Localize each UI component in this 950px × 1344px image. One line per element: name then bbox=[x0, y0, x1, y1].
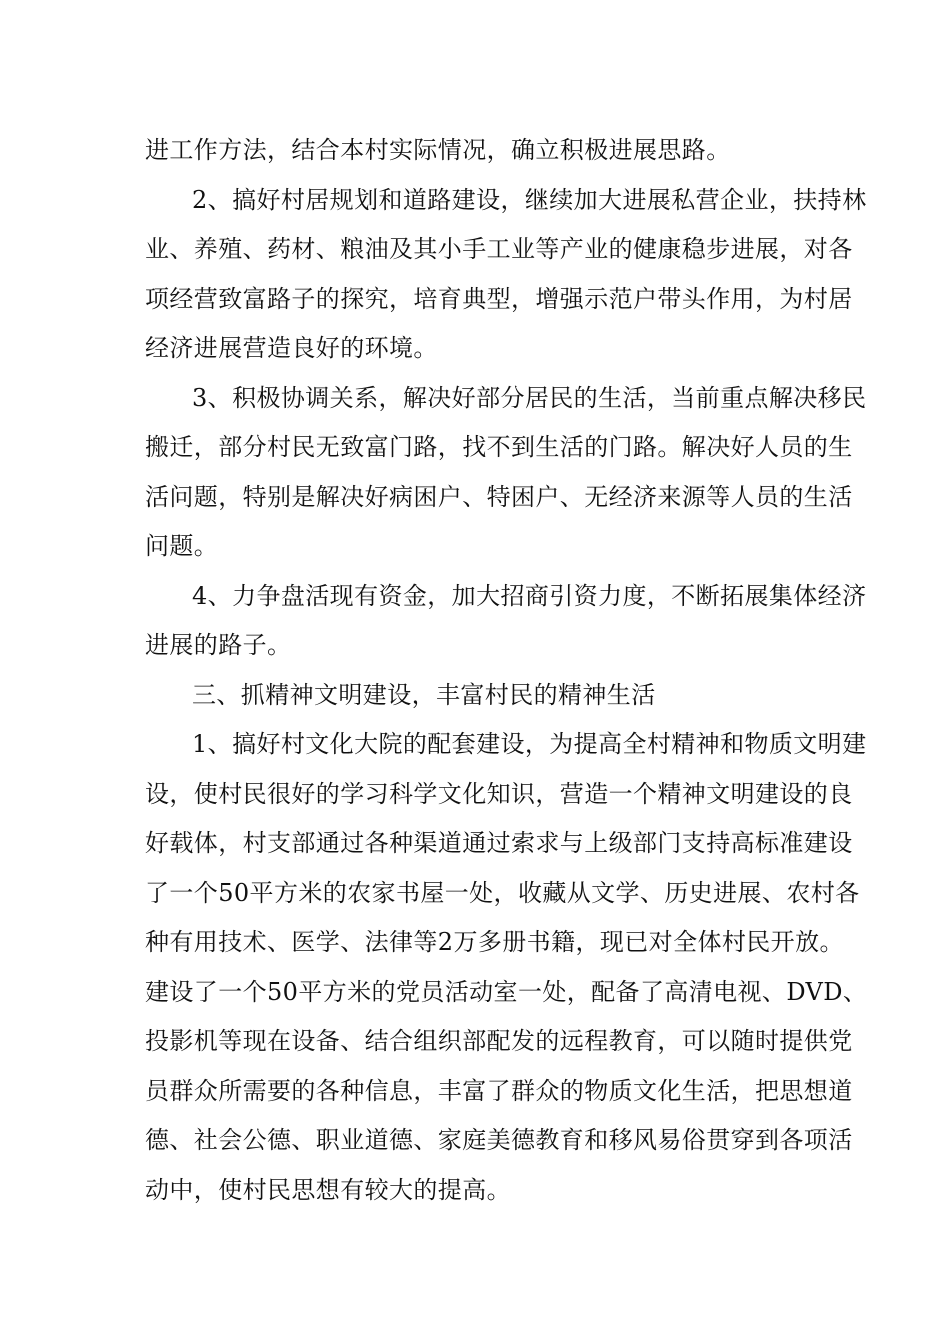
text-line: 2、搞好村居规划和道路建设，继续加大进展私营企业，扶持林 bbox=[192, 186, 867, 214]
text-line: 投影机等现在设备、结合组织部配发的远程教育，可以随时提供党 bbox=[145, 1027, 853, 1055]
text-line: 种有用技术、医学、法律等2万多册书籍，现已对全体村民开放。 bbox=[145, 928, 844, 956]
text-line: 3、积极协调关系，解决好部分居民的生活，当前重点解决移民 bbox=[192, 384, 867, 412]
text-line: 4、力争盘活现有资金，加大招商引资力度，不断拓展集体经济 bbox=[192, 582, 867, 610]
text-line: 德、社会公德、职业道德、家庭美德教育和移风易俗贯穿到各项活 bbox=[145, 1126, 853, 1154]
text-line: 员群众所需要的各种信息，丰富了群众的物质文化生活，把思想道 bbox=[145, 1077, 853, 1105]
text-line: 建设了一个50平方米的党员活动室一处，配备了高清电视、DVD、 bbox=[145, 978, 868, 1006]
text-line: 进展的路子。 bbox=[145, 631, 292, 659]
text-line: 业、养殖、药材、粮油及其小手工业等产业的健康稳步进展，对各 bbox=[145, 235, 853, 263]
text-line: 了一个50平方米的农家书屋一处，收藏从文学、历史进展、农村各 bbox=[145, 879, 860, 907]
text-line: 设，使村民很好的学习科学文化知识，营造一个精神文明建设的良 bbox=[145, 780, 853, 808]
text-line: 经济进展营造良好的环境。 bbox=[145, 334, 438, 362]
text-line: 1、搞好村文化大院的配套建设，为提高全村精神和物质文明建 bbox=[192, 730, 867, 758]
text-line: 进工作方法，结合本村实际情况，确立积极进展思路。 bbox=[145, 136, 731, 164]
text-line: 好载体，村支部通过各种渠道通过索求与上级部门支持高标准建设 bbox=[145, 829, 853, 857]
text-line: 活问题，特别是解决好病困户、特困户、无经济来源等人员的生活 bbox=[145, 483, 853, 511]
text-line: 问题。 bbox=[145, 532, 219, 560]
text-line: 搬迁，部分村民无致富门路，找不到生活的门路。解决好人员的生 bbox=[145, 433, 853, 461]
text-line: 项经营致富路子的探究，培育典型，增强示范户带头作用，为村居 bbox=[145, 285, 853, 313]
section-heading: 三、抓精神文明建设，丰富村民的精神生活 bbox=[192, 681, 656, 709]
text-line: 动中，使村民思想有较大的提高。 bbox=[145, 1176, 511, 1204]
